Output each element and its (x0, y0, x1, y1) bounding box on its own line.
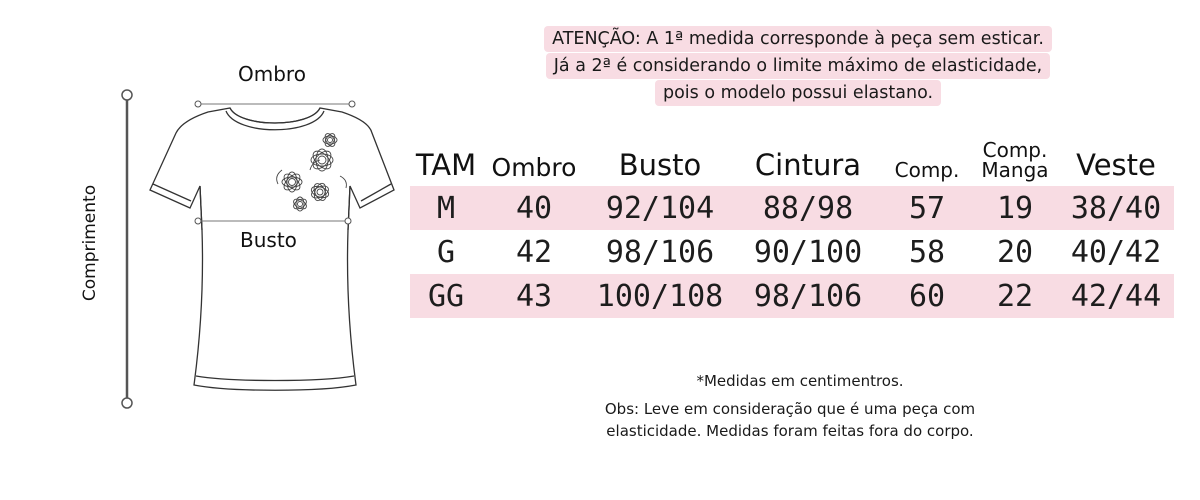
bust-label: Busto (240, 228, 297, 252)
header-fit: Veste (1076, 148, 1156, 182)
header-size: TAM (415, 148, 477, 182)
footnote-obs-line-2: elasticidade. Medidas foram feitas fora do corpo. (606, 422, 974, 440)
header-sleeve (972, 140, 1058, 186)
notice-line-3: pois o modelo possui elastano. (655, 80, 941, 106)
cell-length: 60 (882, 274, 972, 318)
cell-size: GG (410, 274, 482, 318)
cell-bust: 92/104 (586, 186, 734, 230)
length-label: Comprimento (80, 184, 100, 302)
notice-line-2: Já a 2ª é considerando o limite máximo de elasticidade, (546, 53, 1050, 79)
header-shoulder: Ombro (491, 153, 577, 182)
footnote-observation (560, 398, 1020, 442)
notice-line-1: ATENÇÃO: A 1ª medida corresponde à peça sem esticar. (544, 26, 1052, 52)
table-row (410, 274, 1174, 318)
cell-shoulder: 43 (482, 274, 586, 318)
cell-size: G (436, 234, 456, 270)
cell-shoulder: 40 (482, 186, 586, 230)
cell-waist: 98/106 (734, 274, 882, 318)
shoulder-measure-line (195, 101, 355, 107)
table-row (410, 230, 1174, 274)
tshirt-illustration (0, 0, 400, 500)
cell-sleeve: 20 (996, 234, 1034, 270)
cell-waist: 88/98 (734, 186, 882, 230)
cell-fit: 42/44 (1058, 274, 1174, 318)
cell-size: M (410, 186, 482, 230)
header-sleeve-line-1: Comp. (982, 138, 1048, 162)
cell-bust: 98/106 (605, 234, 715, 270)
header-sleeve-line-2: Manga (981, 158, 1049, 182)
tshirt-drawing (0, 0, 400, 500)
size-chart-table (410, 140, 1174, 318)
header-waist: Cintura (754, 148, 862, 182)
header-length: Comp. (894, 158, 960, 182)
cell-sleeve: 22 (972, 274, 1058, 318)
length-measure-line (122, 90, 132, 408)
cell-length: 57 (882, 186, 972, 230)
table-header-row (410, 140, 1174, 186)
table-row (410, 186, 1174, 230)
header-bust: Busto (618, 148, 702, 182)
footnote-obs-line-1: Obs: Leve em consideração que é uma peça com (604, 400, 976, 418)
cell-fit: 38/40 (1058, 186, 1174, 230)
cell-bust: 100/108 (586, 274, 734, 318)
cell-waist: 90/100 (753, 234, 863, 270)
cell-shoulder: 42 (515, 234, 553, 270)
cell-sleeve: 19 (972, 186, 1058, 230)
attention-notice (508, 26, 1088, 107)
cell-fit: 40/42 (1070, 234, 1162, 270)
footnote-units: *Medidas em centimentros. (696, 372, 904, 390)
cell-length: 58 (908, 234, 946, 270)
shoulder-label: Ombro (238, 62, 306, 86)
